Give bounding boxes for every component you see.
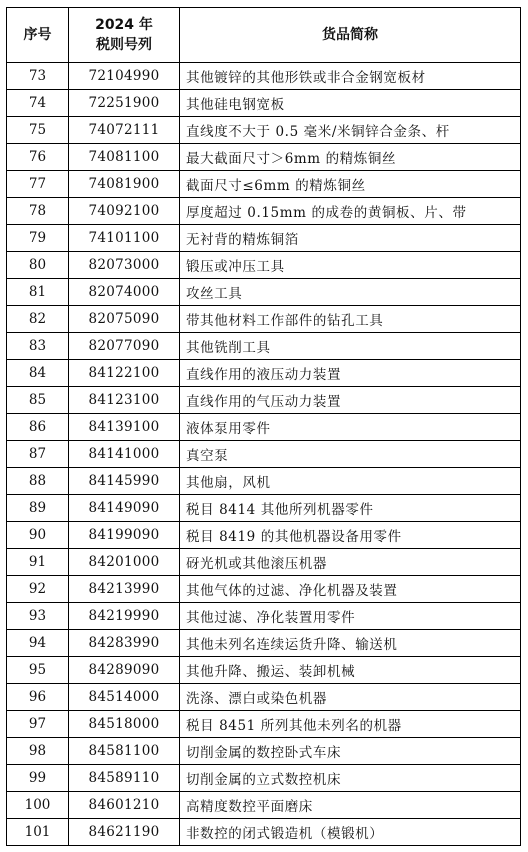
table-row [7,576,521,603]
row-tariff-code-cell: 84149090 [69,495,180,522]
table-row [7,306,521,333]
row-seq-cell: 78 [7,198,69,225]
row-tariff-code-cell: 74101100 [69,225,180,252]
row-seq-cell: 101 [7,819,69,846]
table-row [7,171,521,198]
row-tariff-code-cell: 84219990 [69,603,180,630]
row-tariff-code-cell: 84289090 [69,657,180,684]
row-goods-name-cell: 高精度数控平面磨床 [180,792,521,819]
table-row [7,198,521,225]
table-row [7,90,521,117]
row-seq-cell: 97 [7,711,69,738]
table-row [7,333,521,360]
table-row [7,468,521,495]
row-tariff-code-cell: 84145990 [69,468,180,495]
table-row [7,441,521,468]
row-goods-name-cell: 厚度超过 0.15mm 的成卷的黄铜板、片、带 [180,198,521,225]
row-seq-cell: 81 [7,279,69,306]
row-goods-name-cell: 锻压或冲压工具 [180,252,521,279]
table-row [7,360,521,387]
row-tariff-code-cell: 84589110 [69,765,180,792]
row-tariff-code-cell: 72104990 [69,63,180,90]
row-seq-cell: 86 [7,414,69,441]
row-goods-name-cell: 真空泵 [180,441,521,468]
table-row [7,225,521,252]
row-goods-name-cell: 其他未列名连续运货升降、输送机 [180,630,521,657]
table-row [7,603,521,630]
row-tariff-code-cell: 84514000 [69,684,180,711]
row-seq-cell: 74 [7,90,69,117]
row-goods-name-cell: 洗涤、漂白或染色机器 [180,684,521,711]
table-row [7,738,521,765]
row-goods-name-cell: 其他扇，风机 [180,468,521,495]
table-row [7,252,521,279]
row-tariff-code-cell: 74081900 [69,171,180,198]
table-row [7,495,521,522]
row-seq-cell: 90 [7,522,69,549]
row-seq-cell: 80 [7,252,69,279]
row-tariff-code-cell: 82077090 [69,333,180,360]
table-row [7,765,521,792]
row-seq-cell: 93 [7,603,69,630]
row-seq-cell: 96 [7,684,69,711]
row-tariff-code-cell: 74081100 [69,144,180,171]
row-seq-cell: 98 [7,738,69,765]
row-tariff-code-cell: 84201000 [69,549,180,576]
row-tariff-code-cell: 84581100 [69,738,180,765]
row-goods-name-cell: 非数控的闭式锻造机（模锻机） [180,819,521,846]
row-goods-name-cell: 直线度不大于 0.5 毫米/米铜锌合金条、杆 [180,117,521,144]
row-goods-name-cell: 攻丝工具 [180,279,521,306]
row-seq-cell: 92 [7,576,69,603]
row-tariff-code-cell: 74072111 [69,117,180,144]
table-row [7,387,521,414]
table-row [7,684,521,711]
row-tariff-code-cell: 84199090 [69,522,180,549]
row-goods-name-cell: 带其他材料工作部件的钻孔工具 [180,306,521,333]
row-goods-name-cell: 税目 8414 其他所列机器零件 [180,495,521,522]
row-seq-cell: 84 [7,360,69,387]
header-tariff-code-label: 税则号列 [96,37,152,53]
row-tariff-code-cell: 84141000 [69,441,180,468]
row-goods-name-cell: 截面尺寸≤6mm 的精炼铜丝 [180,171,521,198]
table-row [7,711,521,738]
table-body [7,63,521,846]
table-row [7,522,521,549]
row-tariff-code-cell: 72251900 [69,90,180,117]
row-seq-cell: 100 [7,792,69,819]
row-seq-cell: 73 [7,63,69,90]
row-goods-name-cell: 切削金属的立式数控机床 [180,765,521,792]
table-header-row [7,8,521,63]
row-seq-cell: 82 [7,306,69,333]
row-goods-name-cell: 其他铣削工具 [180,333,521,360]
row-seq-cell: 91 [7,549,69,576]
row-goods-name-cell: 税目 8419 的其他机器设备用零件 [180,522,521,549]
row-goods-name-cell: 其他过滤、净化装置用零件 [180,603,521,630]
header-goods-name: 货品简称 [180,8,521,63]
row-seq-cell: 95 [7,657,69,684]
row-tariff-code-cell: 84139100 [69,414,180,441]
row-tariff-code-cell: 84601210 [69,792,180,819]
row-goods-name-cell: 其他硅电钢宽板 [180,90,521,117]
row-tariff-code-cell: 82074000 [69,279,180,306]
row-goods-name-cell: 直线作用的液压动力装置 [180,360,521,387]
row-seq-cell: 76 [7,144,69,171]
row-goods-name-cell: 最大截面尺寸＞6mm 的精炼铜丝 [180,144,521,171]
table-row [7,117,521,144]
table-row [7,630,521,657]
row-tariff-code-cell: 74092100 [69,198,180,225]
row-seq-cell: 89 [7,495,69,522]
header-seq: 序号 [7,8,69,63]
row-tariff-code-cell: 84122100 [69,360,180,387]
table-row [7,657,521,684]
header-tariff-code-year: 2024 年 [95,17,153,33]
row-tariff-code-cell: 84283990 [69,630,180,657]
row-goods-name-cell: 砑光机或其他滚压机器 [180,549,521,576]
row-tariff-code-cell: 84213990 [69,576,180,603]
table-row [7,414,521,441]
row-goods-name-cell: 液体泵用零件 [180,414,521,441]
table-row [7,63,521,90]
header-tariff-code [69,8,180,63]
row-seq-cell: 85 [7,387,69,414]
row-tariff-code-cell: 84123100 [69,387,180,414]
row-seq-cell: 87 [7,441,69,468]
row-goods-name-cell: 无衬背的精炼铜箔 [180,225,521,252]
row-goods-name-cell: 税目 8451 所列其他未列名的机器 [180,711,521,738]
row-goods-name-cell: 直线作用的气压动力装置 [180,387,521,414]
row-goods-name-cell: 切削金属的数控卧式车床 [180,738,521,765]
row-goods-name-cell: 其他升降、搬运、装卸机械 [180,657,521,684]
row-seq-cell: 94 [7,630,69,657]
row-tariff-code-cell: 84518000 [69,711,180,738]
row-goods-name-cell: 其他气体的过滤、净化机器及装置 [180,576,521,603]
row-seq-cell: 99 [7,765,69,792]
table-row [7,144,521,171]
table-row [7,279,521,306]
row-seq-cell: 75 [7,117,69,144]
table-row [7,792,521,819]
row-seq-cell: 77 [7,171,69,198]
row-seq-cell: 83 [7,333,69,360]
row-seq-cell: 88 [7,468,69,495]
row-tariff-code-cell: 82073000 [69,252,180,279]
row-goods-name-cell: 其他镀锌的其他形铁或非合金钢宽板材 [180,63,521,90]
row-tariff-code-cell: 84621190 [69,819,180,846]
table-row [7,819,521,846]
table-row [7,549,521,576]
row-tariff-code-cell: 82075090 [69,306,180,333]
row-seq-cell: 79 [7,225,69,252]
goods-table [6,7,521,846]
